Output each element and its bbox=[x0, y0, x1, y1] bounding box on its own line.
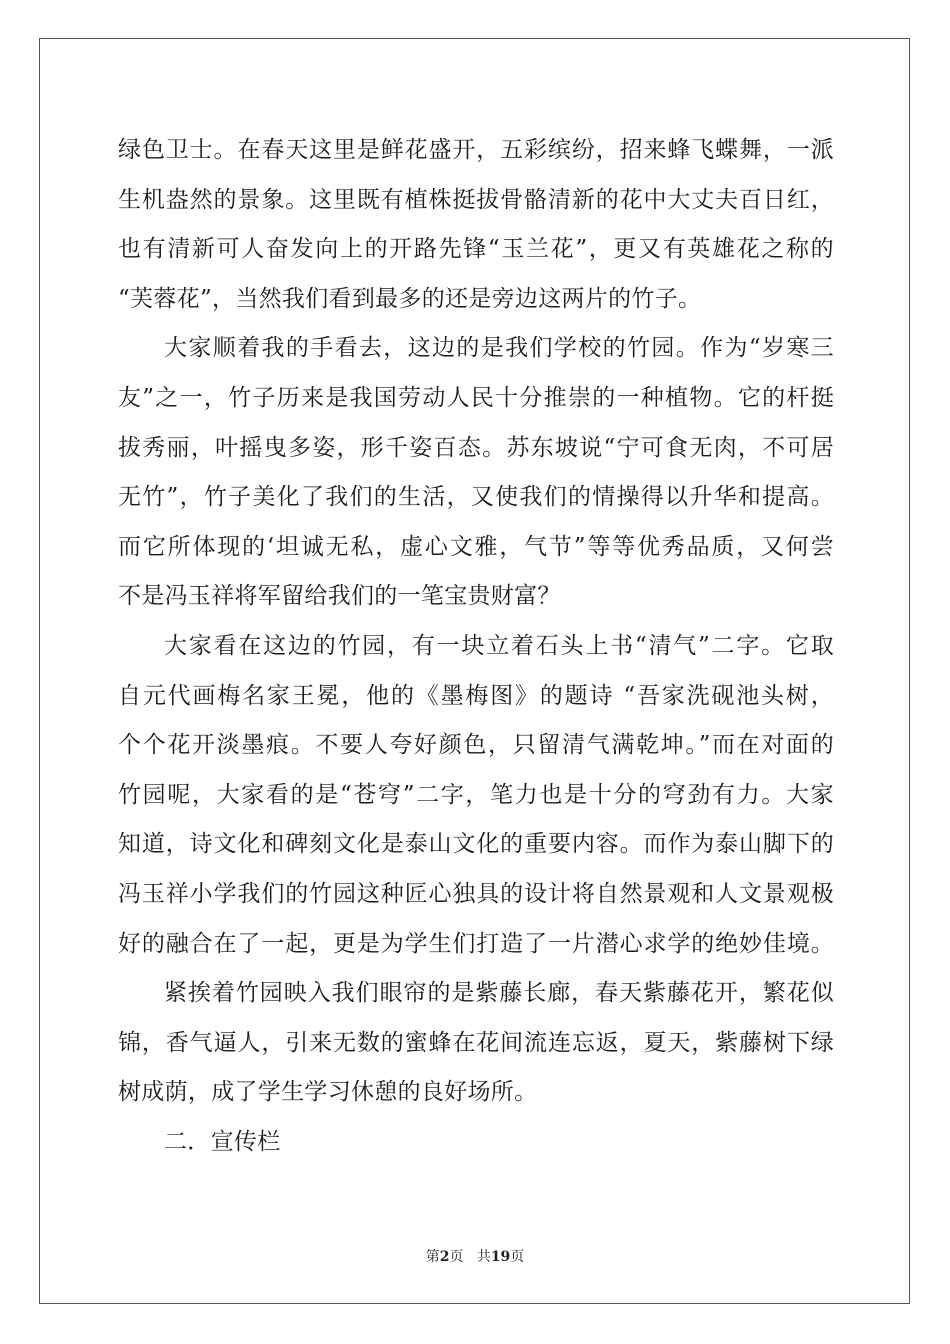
total-page-count: 19 bbox=[490, 1249, 511, 1265]
text-line: 竹园呢，大家看的是“苍穹”二字，笔力也是十分的穹劲有力。大家 bbox=[118, 781, 834, 808]
text-line: 知道，诗文化和碑刻文化是泰山文化的重要内容。而作为泰山脚下的 bbox=[118, 831, 834, 858]
text-line: 拔秀丽，叶摇曳多姿，形千姿百态。苏东坡说“宁可食无肉，不可居 bbox=[118, 434, 834, 461]
text-line: 无竹”，竹子美化了我们的生活，又使我们的情操得以升华和提高。 bbox=[118, 484, 834, 511]
text-line: 不是冯玉祥将军留给我们的一笔宝贵财富？ bbox=[118, 583, 561, 610]
footer-total-unit: 页 bbox=[510, 1249, 525, 1265]
text-line: 树成荫，成了学生学习休憩的良好场所。 bbox=[118, 1079, 538, 1106]
text-line: 冯玉祥小学我们的竹园这种匠心独具的设计将自然景观和人文景观极 bbox=[118, 880, 834, 907]
paragraph-first-line: 紧挨着竹园映入我们眼帘的是紫藤长廊，春天紫藤花开，繁花似 bbox=[164, 980, 834, 1007]
text-line: 生机盎然的景象。这里既有植株挺拔骨骼清新的花中大丈夫百日红， bbox=[118, 186, 834, 213]
document-body bbox=[118, 126, 834, 1167]
text-line: 自元代画梅名家王冕，他的《墨梅图》的题诗 “吾家洗砚池头树， bbox=[118, 682, 834, 709]
text-line: 个个花开淡墨痕。不要人夸好颜色，只留清气满乾坤。”而在对面的 bbox=[118, 732, 834, 759]
text-line: 锦，香气逼人，引来无数的蜜蜂在花间流连忘返，夏天，紫藤树下绿 bbox=[118, 1029, 834, 1056]
footer-prefix: 第 bbox=[425, 1249, 440, 1265]
paragraph-first-line: 大家顺着我的手看去，这边的是我们学校的竹园。作为“岁寒三 bbox=[164, 335, 834, 362]
current-page-number: 2 bbox=[439, 1249, 450, 1265]
paragraph-first-line: 大家看在这边的竹园，有一块立着石头上书“清气”二字。它取 bbox=[164, 632, 834, 659]
text-line: 而它所体现的‘坦诚无私，虚心文雅，气节”等等优秀品质，又何尝 bbox=[118, 533, 834, 560]
page-footer bbox=[0, 1246, 950, 1266]
text-line: 也有清新可人奋发向上的开路先锋“玉兰花”，更又有英雄花之称的 bbox=[118, 236, 834, 263]
footer-total-prefix: 共 bbox=[476, 1249, 491, 1265]
text-line: 绿色卫士。在春天这里是鲜花盛开，五彩缤纷，招来蜂飞蝶舞，一派 bbox=[118, 137, 834, 163]
text-line: “芙蓉花”，当然我们看到最多的还是旁边这两片的竹子。 bbox=[118, 285, 702, 312]
section-heading: 二．宣传栏 bbox=[164, 1128, 281, 1155]
text-line: 好的融合在了一起，更是为学生们打造了一片潜心求学的绝妙佳境。 bbox=[118, 930, 834, 957]
text-line: 友”之一，竹子历来是我国劳动人民十分推崇的一种植物。它的杆挺 bbox=[118, 384, 834, 411]
footer-page-unit: 页 bbox=[449, 1249, 464, 1265]
